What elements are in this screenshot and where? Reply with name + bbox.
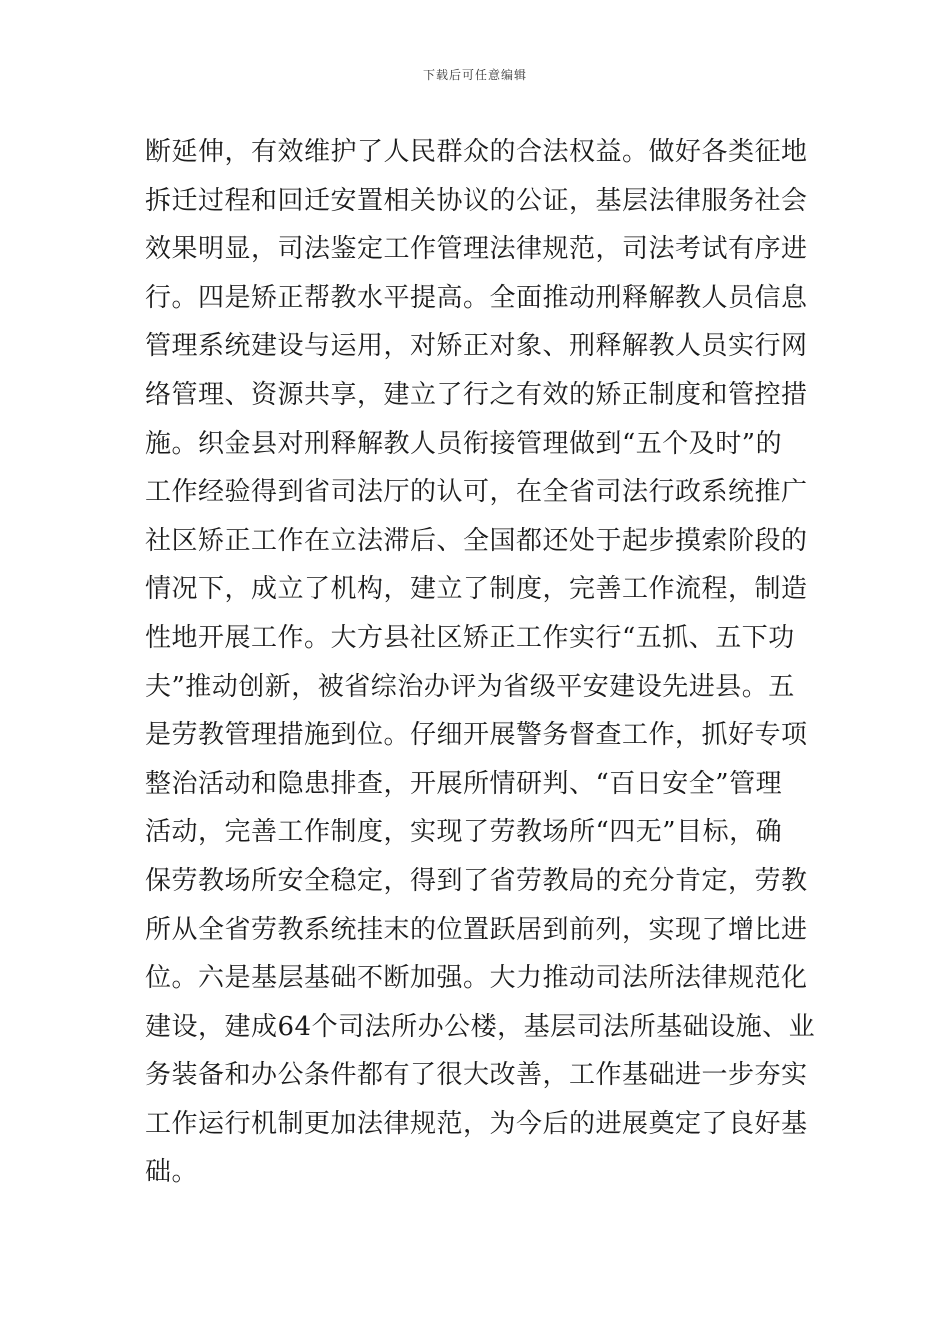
text-line: 性地开展工作。大方县社区矫正工作实行“五抓、五下功 xyxy=(145,622,795,653)
text-line: 断延伸，有效维护了人民群众的合法权益。做好各类征地 xyxy=(145,137,808,167)
body-paragraph xyxy=(145,128,816,1197)
text-line: 行。四是矫正帮教水平提高。全面推动刑释解教人员信息 xyxy=(145,282,808,313)
text-line: 工作经验得到省司法厅的认可，在全省司法行政系统推广 xyxy=(145,477,808,508)
text-line: 管理系统建设与运用，对矫正对象、刑释解教人员实行网 xyxy=(145,331,808,362)
text-line: 效果明显，司法鉴定工作管理法律规范，司法考试有序进 xyxy=(145,234,808,265)
text-line: 社区矫正工作在立法滞后、全国都还处于起步摸索阶段的 xyxy=(145,525,808,556)
text-line: 位。六是基层基础不断加强。大力推动司法所法律规范化 xyxy=(145,963,808,994)
text-line: 建设，建成64个司法所办公楼，基层司法所基础设施、业 xyxy=(145,1011,816,1042)
text-line: 保劳教场所安全稳定，得到了省劳教局的充分肯定，劳教 xyxy=(145,865,808,896)
text-line: 是劳教管理措施到位。仔细开展警务督查工作，抓好专项 xyxy=(145,720,808,751)
text-line: 夫”推动创新，被省综治办评为省级平安建设先进县。五 xyxy=(145,671,795,702)
text-line: 工作运行机制更加法律规范，为今后的进展奠定了良好基 xyxy=(145,1108,808,1139)
text-line: 础。 xyxy=(145,1157,199,1188)
text-line: 务装备和办公条件都有了很大改善，工作基础进一步夯实 xyxy=(145,1060,808,1091)
text-line: 所从全省劳教系统挂末的位置跃居到前列，实现了增比进 xyxy=(145,914,808,945)
text-line: 络管理、资源共享，建立了行之有效的矫正制度和管控措 xyxy=(145,379,808,410)
text-line: 施。织金县对刑释解教人员衔接管理做到“五个及时”的 xyxy=(145,428,783,459)
text-line: 拆迁过程和回迁安置相关协议的公证，基层法律服务社会 xyxy=(145,185,808,216)
text-line: 整治活动和隐患排查，开展所情研判、“百日安全”管理 xyxy=(145,768,783,799)
text-line: 活动，完善工作制度，实现了劳教场所“四无”目标，确 xyxy=(145,817,783,848)
page-header: 下载后可任意编辑 xyxy=(422,68,527,82)
text-line: 情况下，成立了机构，建立了制度，完善工作流程，制造 xyxy=(145,574,808,605)
